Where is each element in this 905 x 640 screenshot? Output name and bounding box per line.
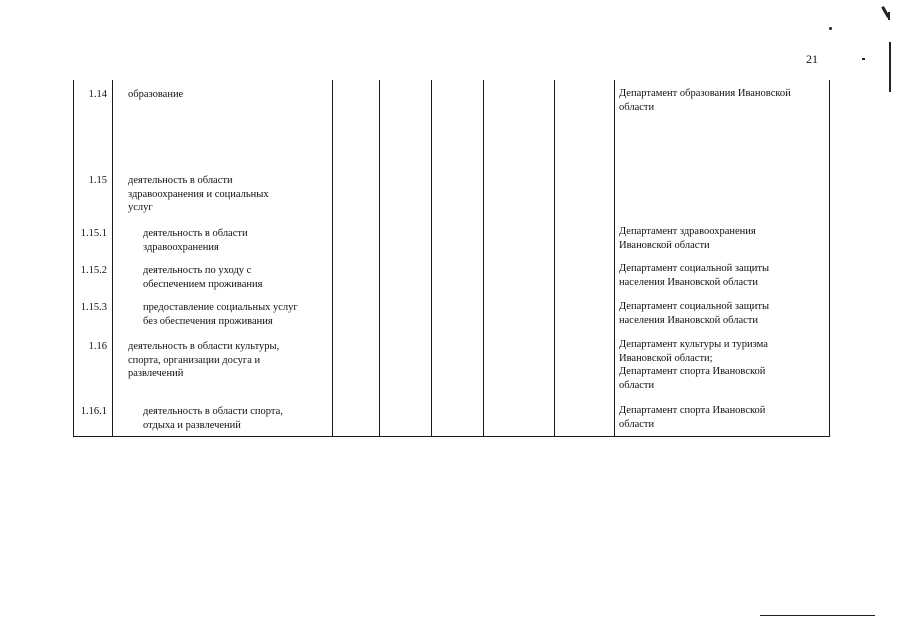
scan-dot — [862, 58, 865, 60]
row-department: Департамент культуры и туризма Ивановской области; Департамент спорта Ивановской области — [619, 339, 768, 391]
table-left-border — [73, 80, 74, 437]
table-right-border — [829, 80, 830, 437]
row-number: 1.16.1 — [80, 406, 107, 417]
column-separator — [554, 80, 555, 437]
row-activity: образование — [128, 89, 184, 100]
row-number: 1.14 — [88, 89, 107, 100]
row-department: Департамент социальной защиты населения Ивановской области — [619, 301, 770, 326]
row-activity: деятельность в области здравоохранения — [143, 228, 248, 253]
page-number: 21 — [806, 52, 818, 66]
row-number: 1.15.3 — [80, 302, 107, 313]
column-separator — [112, 80, 113, 437]
row-activity: деятельность в области культуры, спорта, организации досуга и развлечений — [128, 341, 280, 379]
row-activity: деятельность в области здравоохранения и социальных услуг — [128, 175, 269, 213]
row-department: Департамент здравоохранения Ивановской области — [619, 226, 756, 251]
row-activity: предоставление социальных услуг без обеспечения проживания — [143, 302, 298, 327]
column-separator — [379, 80, 380, 437]
row-department: Департамент социальной защиты населения Ивановской области — [619, 263, 770, 288]
scan-mark — [888, 12, 890, 20]
row-number: 1.15.2 — [80, 265, 107, 276]
column-separator — [431, 80, 432, 437]
table-bottom-border — [73, 436, 830, 437]
row-department: Департамент образования Ивановской области — [619, 88, 791, 113]
column-separator — [332, 80, 333, 437]
column-separator — [483, 80, 484, 437]
row-number: 1.15 — [88, 175, 107, 186]
row-department: Департамент спорта Ивановской области — [619, 405, 766, 430]
row-activity: деятельность по уходу с обеспечением проживания — [143, 265, 263, 290]
row-activity: деятельность в области спорта, отдыха и развлечений — [143, 406, 283, 431]
footer-rule — [760, 615, 875, 616]
scan-dot — [829, 27, 832, 30]
row-number: 1.15.1 — [80, 228, 107, 239]
column-separator — [614, 80, 615, 437]
scan-edge-line — [889, 42, 891, 92]
row-number: 1.16 — [88, 341, 107, 352]
